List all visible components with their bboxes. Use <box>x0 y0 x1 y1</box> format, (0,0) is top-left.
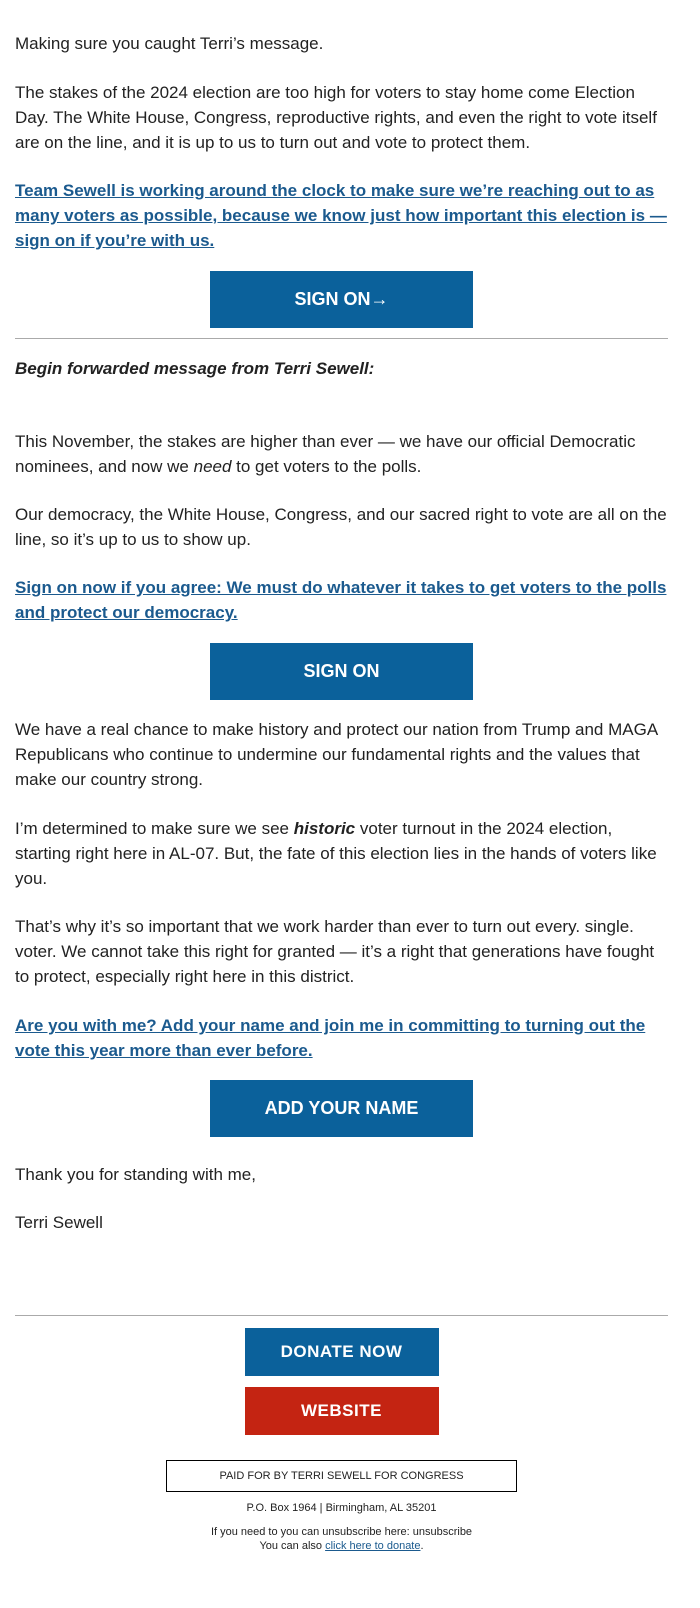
add-name-link[interactable]: Are you with me? Add your name and join me in committing to turning out the vote this year more than ever before. <box>15 1016 646 1060</box>
emphasis: need <box>193 457 232 476</box>
text: . <box>420 1540 424 1552</box>
sign-on-link[interactable]: Sign on now if you agree: We must do whatever it takes to get voters to the polls and protect our democracy. <box>15 578 667 622</box>
team-sewell-link[interactable]: Team Sewell is working around the clock to make sure we’re reaching out to as many voters as possible, because we know just how important this election is — sign on if you’re with us. <box>15 181 667 250</box>
paragraph <box>15 816 668 891</box>
signature: Terri Sewell <box>15 1213 103 1232</box>
paragraph: That’s why it’s so important that we work harder than ever to turn out every. single. voter. We cannot take this right for granted — it’s a right that generations have fought to protect, especially right here in this district. <box>15 917 655 986</box>
paragraph <box>15 429 668 479</box>
text: to get voters to the polls. <box>231 457 422 476</box>
unsubscribe-text: If you need to you can unsubscribe here: unsubscribe <box>210 1526 473 1538</box>
donate-now-button[interactable]: DONATE NOW <box>245 1328 439 1376</box>
text: You can also <box>259 1540 326 1552</box>
emphasis: historic <box>293 819 356 838</box>
text: This November, the stakes are higher than ever — we have our official Democratic nominees, and now we <box>15 432 636 476</box>
donate-line <box>15 1539 668 1553</box>
paid-for-disclaimer: PAID FOR BY TERRI SEWELL FOR CONGRESS <box>166 1460 517 1492</box>
forward-header: Begin forwarded message from Terri Sewell: <box>15 359 375 378</box>
website-button[interactable]: WEBSITE <box>245 1387 439 1435</box>
sign-on-arrow-button[interactable]: SIGN ON→ <box>210 271 473 328</box>
text: voter turnout in the 2024 election, starting right here in AL-07. But, the fate of this election lies in the hands of voters like you. <box>15 819 657 888</box>
sign-on-button[interactable]: SIGN ON <box>210 643 473 700</box>
footer-divider <box>15 1315 668 1316</box>
intro-text: Making sure you caught Terri’s message. <box>15 34 324 53</box>
paragraph: Our democracy, the White House, Congress, and our sacred right to vote are all on the line, so it’s up to us to show up. <box>15 505 667 549</box>
divider <box>15 338 668 339</box>
text: I’m determined to make sure we see <box>15 819 294 838</box>
intro-paragraph: The stakes of the 2024 election are too high for voters to stay home come Election Day. The White House, Congress, reproductive rights, and even the right to vote itself are on the line, and it is up to us to turn out and vote to protect them. <box>15 83 657 152</box>
closing: Thank you for standing with me, <box>15 1165 256 1184</box>
address: P.O. Box 1964 | Birmingham, AL 35201 <box>246 1502 437 1514</box>
paragraph: We have a real chance to make history and protect our nation from Trump and MAGA Republicans who continue to undermine our fundamental rights and the values that make our country strong. <box>15 720 658 789</box>
add-your-name-button[interactable]: ADD YOUR NAME <box>210 1080 473 1137</box>
click-here-to-donate-link[interactable]: click here to donate <box>325 1540 421 1552</box>
